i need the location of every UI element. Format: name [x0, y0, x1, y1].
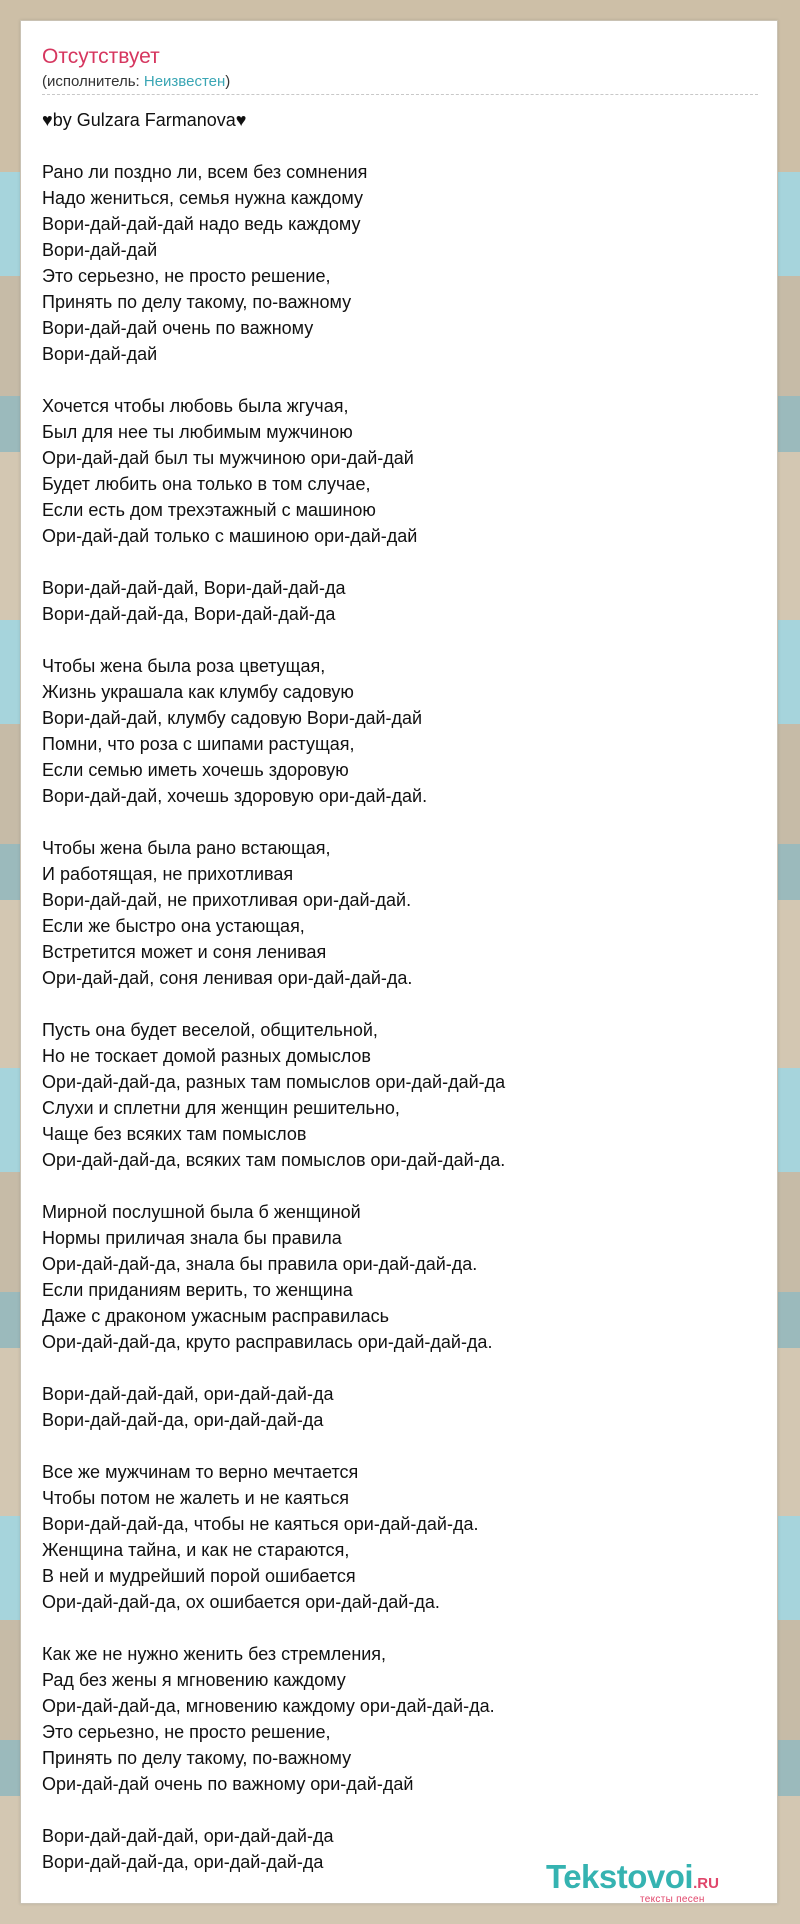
stanza-gap [42, 991, 762, 1017]
lyric-line: Рано ли поздно ли, всем без сомнения [42, 162, 368, 182]
lyric-line: Вори-дай-дай-дай, Вори-дай-дай-да [42, 578, 346, 598]
stanza-gap [42, 1615, 762, 1641]
lyric-line: Чтобы жена была рано встающая, [42, 838, 331, 858]
lyric-line: Ори-дай-дай был ты мужчиною ори-дай-дай [42, 448, 414, 468]
lyric-line: Вори-дай-дай-дай, ори-дай-дай-да [42, 1826, 334, 1846]
lyric-line: Вори-дай-дай [42, 344, 158, 364]
lyric-line: Ори-дай-дай очень по важному ори-дай-дай [42, 1774, 414, 1794]
lyric-line: Вори-дай-дай-да, Вори-дай-дай-да [42, 604, 336, 624]
performer-suffix: ) [225, 73, 231, 90]
lyric-line: Нормы приличая знала бы правила [42, 1228, 342, 1248]
stanza-gap [42, 1797, 762, 1823]
lyric-line: Как же не нужно женить без стремления, [42, 1644, 387, 1664]
song-title: Отсутствует [42, 45, 160, 68]
lyric-line: Если же быстро она устающая, [42, 916, 305, 936]
lyric-line: Ори-дай-дай только с машиною ори-дай-дай [42, 526, 418, 546]
lyric-line: Был для нее ты любимым мужчиною [42, 422, 353, 442]
lyric-line: Вори-дай-дай-да, чтобы не каяться ори-дай-дай-да. [42, 1514, 479, 1534]
lyric-line: Если есть дом трехэтажный с машиною [42, 500, 376, 520]
lyric-line: Помни, что роза с шипами растущая, [42, 734, 355, 754]
performer-prefix: (исполнитель: [42, 73, 144, 90]
lyric-line: Жизнь украшала как клумбу садовую [42, 682, 354, 702]
stanza-gap [42, 1433, 762, 1459]
stanza-gap [42, 133, 762, 159]
lyric-line: Встретится может и соня ленивая [42, 942, 327, 962]
lyric-line: Чтобы жена была роза цветущая, [42, 656, 326, 676]
lyric-line: Женщина тайна, и как не стараются, [42, 1540, 350, 1560]
lyric-line: Вори-дай-дай-дай надо ведь каждому [42, 214, 361, 234]
lyric-line: Вори-дай-дай очень по важному [42, 318, 314, 338]
lyrics-card [20, 20, 778, 1904]
stanza-gap [42, 627, 762, 653]
logo-name: Tekstovoi [546, 1858, 694, 1895]
lyric-line: Вори-дай-дай [42, 240, 158, 260]
lyrics-text [42, 107, 762, 1875]
lyric-line: Будет любить она только в том случае, [42, 474, 371, 494]
lyric-line: Если приданиям верить, то женщина [42, 1280, 353, 1300]
lyric-line: Принять по делу такому, по-важному [42, 1748, 352, 1768]
stanza-gap [42, 809, 762, 835]
lyric-line: Но не тоскает домой разных домыслов [42, 1046, 371, 1066]
lyric-line: Если семью иметь хочешь здоровую [42, 760, 349, 780]
lyric-line: Чтобы потом не жалеть и не каяться [42, 1488, 350, 1508]
lyric-line: Это серьезно, не просто решение, [42, 266, 331, 286]
lyric-line: Ори-дай-дай-да, всяких там помыслов ори-дай-дай-да. [42, 1150, 506, 1170]
performer-line [42, 73, 230, 91]
lyric-line: Ори-дай-дай-да, разных там помыслов ори-дай-дай-да [42, 1072, 506, 1092]
performer-link[interactable]: Неизвестен [143, 73, 226, 90]
lyric-line: Ори-дай-дай-да, знала бы правила ори-дай-дай-да. [42, 1254, 478, 1274]
lyric-line: Вори-дай-дай, клумбу садовую Вори-дай-дай [42, 708, 423, 728]
lyric-line: Даже с драконом ужасным расправилась [42, 1306, 390, 1326]
lyric-line: В ней и мудрейший порой ошибается [42, 1566, 356, 1586]
lyric-line: Чаще без всяких там помыслов [42, 1124, 307, 1144]
lyric-line: ♥by Gulzara Farmanova♥ [42, 110, 247, 130]
logo-tld: .RU [693, 1875, 719, 1892]
stanza-gap [42, 1355, 762, 1381]
lyric-line: Ори-дай-дай-да, круто расправилась ори-дай-дай-да. [42, 1332, 493, 1352]
lyric-line: Ори-дай-дай, соня ленивая ори-дай-дай-да. [42, 968, 413, 988]
stanza-gap [42, 1173, 762, 1199]
lyric-line: И работящая, не прихотливая [42, 864, 294, 884]
lyric-line: Это серьезно, не просто решение, [42, 1722, 331, 1742]
lyric-line: Вори-дай-дай-дай, ори-дай-дай-да [42, 1384, 334, 1404]
lyric-line: Все же мужчинам то верно мечтается [42, 1462, 359, 1482]
lyric-line: Вори-дай-дай-да, ори-дай-дай-да [42, 1410, 324, 1430]
lyric-line: Мирной послушной была б женщиной [42, 1202, 361, 1222]
lyric-line: Рад без жены я мгновению каждому [42, 1670, 346, 1690]
lyric-line: Вори-дай-дай-да, ори-дай-дай-да [42, 1852, 324, 1872]
logo-tagline: тексты песен [640, 1894, 705, 1905]
site-logo[interactable] [546, 1858, 719, 1905]
lyric-line: Надо жениться, семья нужна каждому [42, 188, 364, 208]
lyric-line: Слухи и сплетни для женщин решительно, [42, 1098, 400, 1118]
lyric-line: Принять по делу такому, по-важному [42, 292, 352, 312]
lyric-line: Пусть она будет веселой, общительной, [42, 1020, 378, 1040]
stanza-gap [42, 549, 762, 575]
lyric-line: Вори-дай-дай, не прихотливая ори-дай-дай. [42, 890, 412, 910]
lyric-line: Вори-дай-дай, хочешь здоровую ори-дай-дай. [42, 786, 428, 806]
lyric-line: Ори-дай-дай-да, мгновению каждому ори-дай-дай-да. [42, 1696, 495, 1716]
lyric-line: Ори-дай-дай-да, ох ошибается ори-дай-дай-да. [42, 1592, 440, 1612]
title-divider [42, 94, 758, 95]
stanza-gap [42, 367, 762, 393]
lyric-line: Хочется чтобы любовь была жгучая, [42, 396, 349, 416]
